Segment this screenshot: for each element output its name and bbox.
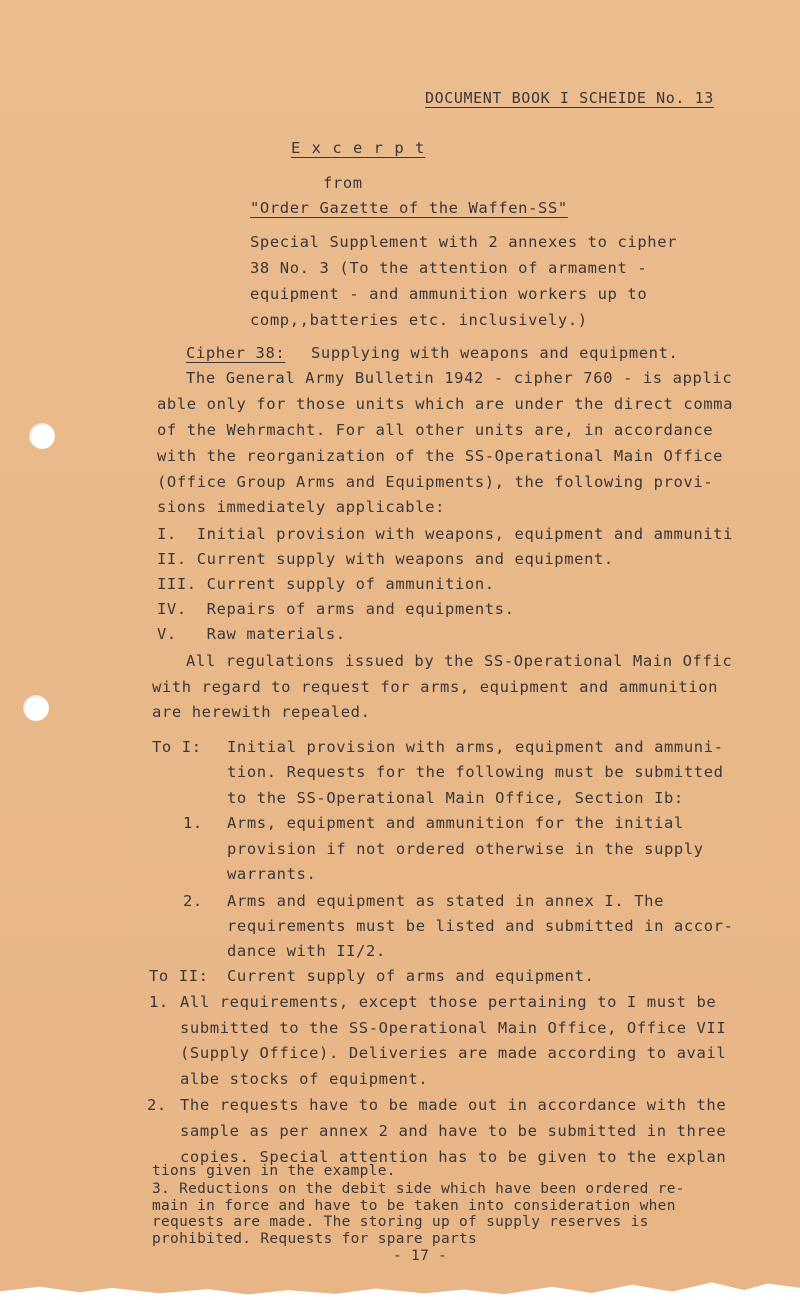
item-line: Arms, equipment and ammunition for the initial <box>227 814 684 832</box>
item-number: 1. <box>149 993 169 1011</box>
item-line: dance with II/2. <box>227 942 386 960</box>
item-line: Arms and equipment as stated in annex I. The <box>227 892 664 910</box>
excerpt-title: E x c e r p t <box>291 139 426 157</box>
supplement-line: comp,,batteries etc. inclusively.) <box>250 311 588 329</box>
punch-hole <box>29 423 55 449</box>
section-line: to the SS-Operational Main Office, Section Ib: <box>227 789 684 807</box>
item-line: All requirements, except those pertaining to I must be <box>180 993 717 1011</box>
item-number: 2. <box>147 1096 167 1114</box>
provision-item: III. Current supply of ammunition. <box>157 575 495 593</box>
small-line: requests are made. The storing up of supply reserves is <box>152 1214 649 1230</box>
paragraph-line: All regulations issued by the SS-Operational Main Offic <box>186 652 733 670</box>
item-line: requirements must be listed and submitted in accor- <box>227 917 734 935</box>
paragraph-line: (Office Group Arms and Equipments), the following provi- <box>157 473 714 491</box>
paragraph-line: able only for those units which are under the direct comma <box>157 395 734 413</box>
small-line: 3. Reductions on the debit side which have been ordered re- <box>152 1181 685 1197</box>
supplement-line: 38 No. 3 (To the attention of armament - <box>250 259 648 277</box>
punch-hole <box>23 695 49 721</box>
item-line: provision if not ordered otherwise in the supply <box>227 840 704 858</box>
paragraph-line: sions immediately applicable: <box>157 498 446 516</box>
small-line: main in force and have to be taken into consideration when <box>152 1198 676 1214</box>
section-label: To II: <box>149 967 209 985</box>
page-number: - 17 - <box>393 1248 448 1264</box>
item-line: sample as per annex 2 and have to be submitted in three <box>180 1122 727 1140</box>
item-line: (Supply Office). Deliveries are made according to avail <box>180 1044 727 1062</box>
provision-item: II. Current supply with weapons and equipment. <box>157 550 614 568</box>
provision-item: I. Initial provision with weapons, equipment and ammuniti <box>157 525 734 543</box>
small-line: prohibited. Requests for spare parts <box>152 1231 478 1247</box>
cipher-label: Cipher 38: <box>186 344 286 362</box>
item-line: warrants. <box>227 865 317 883</box>
item-line: copies. Special attention has to be given to the explan <box>180 1148 727 1166</box>
section-heading: Current supply of arms and equipment. <box>227 967 595 985</box>
paragraph-line: The General Army Bulletin 1942 - cipher 760 - is applic <box>186 369 733 387</box>
section-label: To I: <box>152 738 202 756</box>
item-number: 2. <box>183 892 203 910</box>
section-line: Initial provision with arms, equipment and ammuni- <box>227 738 724 756</box>
source-title: "Order Gazette of the Waffen-SS" <box>250 199 568 217</box>
small-line: tions given in the example. <box>152 1163 396 1179</box>
provision-item: V. Raw materials. <box>157 625 346 643</box>
cipher-heading: Supplying with weapons and equipment. <box>311 344 679 362</box>
item-line: albe stocks of equipment. <box>180 1070 429 1088</box>
paragraph-line: are herewith repealed. <box>152 703 371 721</box>
item-number: 1. <box>183 814 203 832</box>
item-line: The requests have to be made out in accordance with the <box>180 1096 727 1114</box>
supplement-line: Special Supplement with 2 annexes to cipher <box>250 233 678 251</box>
paragraph-line: with the reorganization of the SS-Operational Main Office <box>157 447 724 465</box>
paragraph-line: with regard to request for arms, equipment and ammunition <box>152 678 719 696</box>
item-line: submitted to the SS-Operational Main Office, Office VII <box>180 1019 727 1037</box>
torn-edge <box>0 1278 800 1300</box>
document-reference: DOCUMENT BOOK I SCHEIDE No. 13 <box>425 89 714 107</box>
provision-item: IV. Repairs of arms and equipments. <box>157 600 515 618</box>
paragraph-line: of the Wehrmacht. For all other units are, in accordance <box>157 421 714 439</box>
section-line: tion. Requests for the following must be submitted <box>227 763 724 781</box>
supplement-line: equipment - and ammunition workers up to <box>250 285 648 303</box>
from-label: from <box>323 174 363 192</box>
